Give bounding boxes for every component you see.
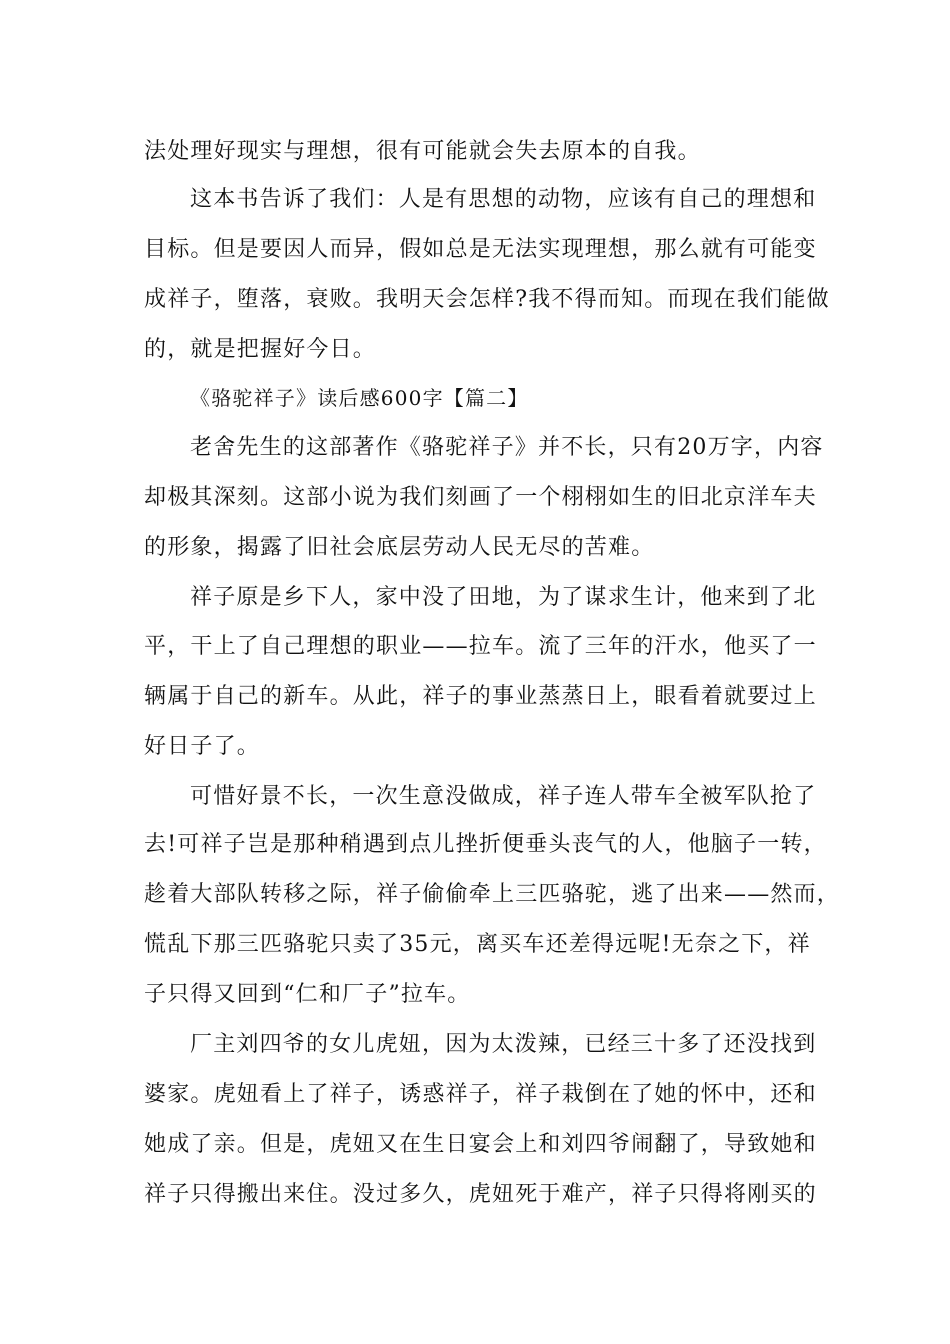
text-line: 可惜好景不长，一次生意没做成，祥子连人带车全被军队抢了	[190, 784, 817, 809]
text-line: 去!可祥子岂是那种稍遇到点儿挫折便垂头丧气的人，他脑子一转，	[144, 832, 827, 857]
text-line: 辆属于自己的新车。从此，祥子的事业蒸蒸日上，眼看着就要过上	[144, 684, 817, 709]
section-heading: 《骆驼祥子》读后感600字【篇二】	[190, 386, 529, 410]
text-line: 却极其深刻。这部小说为我们刻画了一个栩栩如生的旧北京洋车夫	[144, 485, 817, 510]
text-line: 婆家。虎妞看上了祥子，诱惑祥子，祥子栽倒在了她的怀中，还和	[144, 1082, 817, 1107]
text-line: 她成了亲。但是，虎妞又在生日宴会上和刘四爷闹翻了，导致她和	[144, 1132, 817, 1157]
text-line: 厂主刘四爷的女儿虎妞，因为太泼辣，已经三十多了还没找到	[190, 1032, 817, 1057]
text-line: 成祥子，堕落，衰败。我明天会怎样?我不得而知。而现在我们能做	[144, 287, 830, 312]
text-line: 祥子原是乡下人，家中没了田地，为了谋求生计，他来到了北	[190, 585, 817, 610]
text-line: 慌乱下那三匹骆驼只卖了35元，离买车还差得远呢!无奈之下，祥	[144, 932, 811, 957]
text-line: 的，就是把握好今日。	[144, 337, 377, 362]
text-line: 子只得又回到“仁和厂子”拉车。	[144, 982, 471, 1007]
text-line: 祥子只得搬出来住。没过多久，虎妞死于难产，祥子只得将刚买的	[144, 1182, 817, 1207]
text-line: 的形象，揭露了旧社会底层劳动人民无尽的苦难。	[144, 535, 655, 560]
text-line: 法处理好现实与理想，很有可能就会失去原本的自我。	[144, 139, 701, 164]
text-line: 目标。但是要因人而异，假如总是无法实现理想，那么就有可能变	[144, 237, 817, 262]
text-line: 这本书告诉了我们：人是有思想的动物，应该有自己的理想和	[190, 187, 817, 212]
text-line: 平，干上了自己理想的职业——拉车。流了三年的汗水，他买了一	[144, 634, 817, 659]
text-line: 好日子了。	[144, 734, 261, 759]
text-line: 老舍先生的这部著作《骆驼祥子》并不长，只有20万字，内容	[190, 435, 824, 460]
text-line: 趁着大部队转移之际，祥子偷偷牵上三匹骆驼，逃了出来——然而，	[144, 882, 841, 907]
